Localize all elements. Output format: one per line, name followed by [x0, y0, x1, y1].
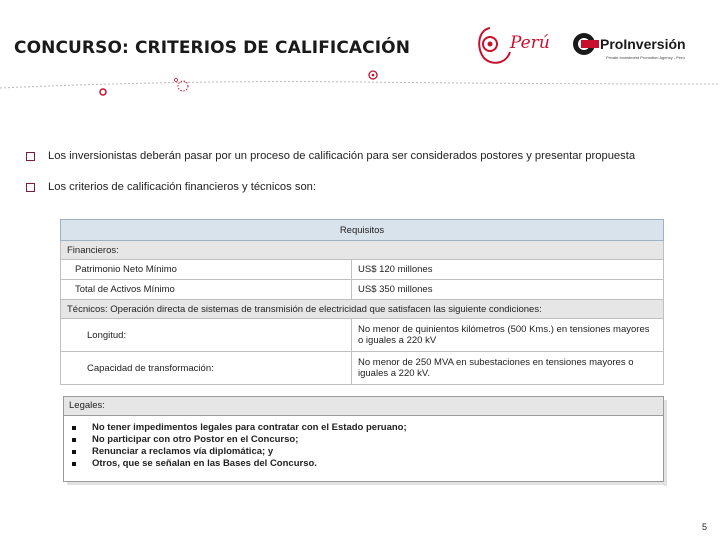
- technical-label: Técnicos: Operación directa de sistemas de transmisión de electricidad que satisfacen las siguiente condiciones:: [61, 300, 664, 319]
- legal-list: [64, 422, 663, 470]
- financial-label: Financieros:: [61, 241, 664, 260]
- page-number: 5: [702, 522, 708, 532]
- technical-group-row: [61, 300, 664, 319]
- checkbox-bullet-icon: [26, 152, 35, 161]
- square-bullet-icon: [72, 462, 76, 466]
- proinversion-logo: [572, 26, 688, 70]
- page-title: CONCURSO: CRITERIOS DE CALIFICACIÓN: [14, 38, 411, 58]
- table-header-row: [61, 220, 664, 241]
- requirement-value: No menor de 250 MVA en subestaciones en tensiones mayores o iguales a 220 kV.: [352, 352, 664, 385]
- requirement-value: US$ 350 millones: [352, 280, 664, 300]
- bullet-text: Los inversionistas deberán pasar por un proceso de calificación para ser considerados postores y presentar propuesta: [48, 150, 636, 162]
- legal-item-text: Renunciar a reclamos vía diplomática; y: [92, 446, 274, 457]
- table-row: [61, 260, 664, 280]
- peru-logo-text: Perú: [510, 33, 550, 53]
- header-decorative-line: [0, 66, 720, 106]
- list-item: [64, 458, 663, 470]
- checkbox-bullet-icon: [26, 183, 35, 192]
- list-item: [64, 434, 663, 446]
- square-bullet-icon: [72, 438, 76, 442]
- legal-requirements-box: [63, 396, 664, 482]
- proinversion-tagline: Private Investment Promotion Agency - Perú: [606, 55, 685, 60]
- list-item: [64, 446, 663, 458]
- requirement-label: Patrimonio Neto Mínimo: [61, 260, 352, 280]
- list-item: [64, 422, 663, 434]
- legal-label: Legales:: [64, 397, 663, 416]
- box-shadow: [67, 482, 667, 485]
- peru-brand-logo: [476, 22, 560, 70]
- table-header-cell: Requisitos: [61, 220, 664, 241]
- table-row: [61, 280, 664, 300]
- square-bullet-icon: [72, 426, 76, 430]
- bullet-item: [26, 150, 635, 162]
- proinversion-logo-text: ProInversión: [600, 36, 686, 52]
- requirement-value: No menor de quinientos kilómetros (500 Kms.) en tensiones mayores o iguales a 220 kV: [352, 319, 664, 352]
- requirements-table: [60, 219, 664, 385]
- legal-item-text: No tener impedimentos legales para contratar con el Estado peruano;: [92, 422, 407, 433]
- bullet-text: Los criterios de calificación financieros y técnicos son:: [48, 181, 317, 193]
- legal-item-text: No participar con otro Postor en el Concurso;: [92, 434, 299, 445]
- bullet-item: [26, 181, 316, 193]
- requirement-label: Total de Activos Mínimo: [61, 280, 352, 300]
- square-bullet-icon: [72, 450, 76, 454]
- requirement-label: Capacidad de transformación:: [61, 352, 352, 385]
- box-shadow: [664, 400, 667, 486]
- requirement-value: US$ 120 millones: [352, 260, 664, 280]
- table-row: [61, 352, 664, 385]
- requirement-label: Longitud:: [61, 319, 352, 352]
- financial-group-row: [61, 241, 664, 260]
- legal-item-text: Otros, que se señalan en las Bases del Concurso.: [92, 458, 317, 469]
- table-row: [61, 319, 664, 352]
